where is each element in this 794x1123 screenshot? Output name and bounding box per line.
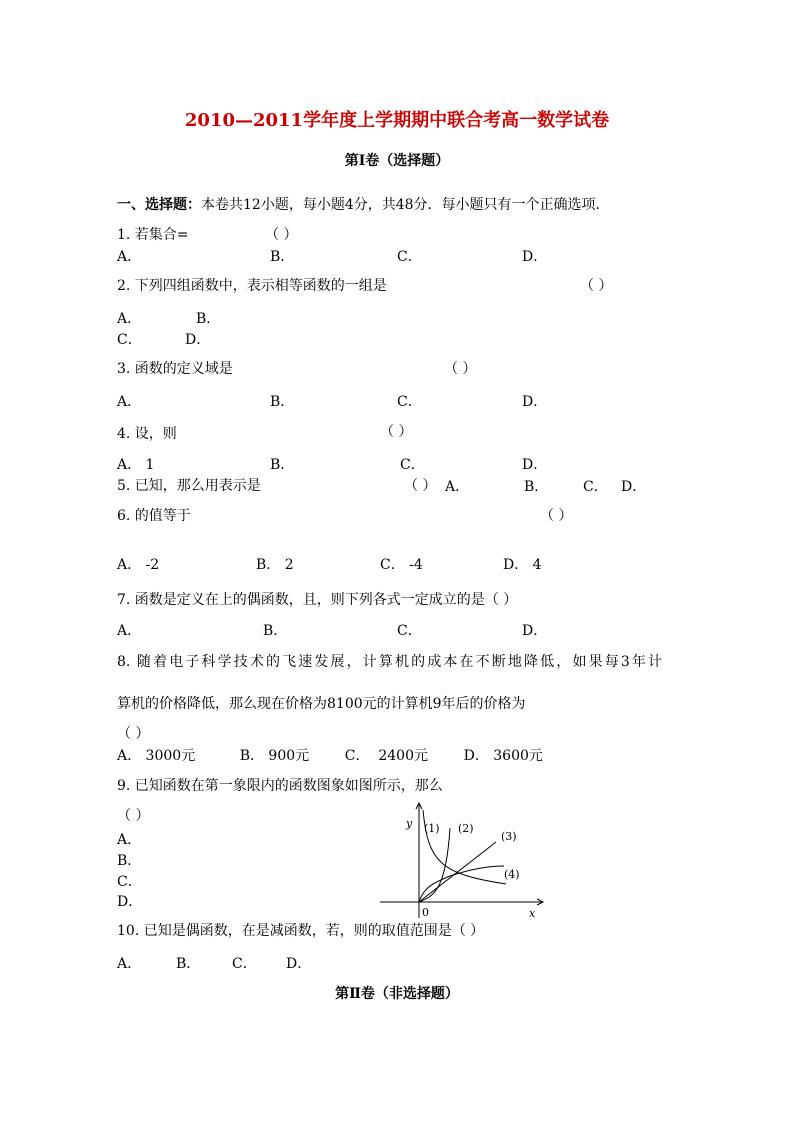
q2-option-a: A． [117, 311, 142, 327]
q2-option-c: C． [117, 332, 142, 348]
q4-option-a: A． 1 [117, 457, 155, 473]
instruction-label: 一、选择题： [117, 197, 201, 213]
q6-option-a: A． -2 [117, 557, 160, 573]
exam-title: 2010—2011学年度上学期期中联合考高一数学试卷 [184, 110, 610, 131]
q5-option-c: C． [583, 479, 608, 495]
curve-2-label: (2) [458, 822, 474, 835]
instruction-text: 本卷共12小题，每小题4分，共48分．每小题只有一个正确选项． [201, 197, 610, 213]
q1-option-b: B． [270, 249, 295, 265]
axis-y-label: y [406, 817, 413, 830]
q7-option-c: C． [397, 623, 422, 639]
q6-answer-paren: （ ） [540, 508, 573, 524]
instruction [117, 196, 610, 214]
q5-option-b: B． [524, 479, 549, 495]
q9-option-d: D． [117, 894, 143, 910]
q9-stem: 9. 已知函数在第一象限内的函数图象如图所示，那么 [117, 778, 443, 794]
curve-3-label: (3) [501, 830, 517, 843]
q6-option-b: B． 2 [256, 557, 294, 573]
q8-stem-line1: 8. 随着电子科学技术的飞速发展，计算机的成本在不断地降低，如果每3年计 [117, 654, 662, 670]
q1-option-d: D． [522, 249, 548, 265]
q1-answer-paren: （ ） [265, 227, 298, 243]
q10-option-a: A． [117, 956, 142, 972]
q9-function-graph [378, 800, 548, 922]
q4-option-b: B． [270, 457, 295, 473]
q2-option-d: D． [185, 332, 211, 348]
q4-option-c: C． [400, 457, 425, 473]
q9-answer-paren: （ ） [117, 808, 150, 824]
q7-option-a: A． [117, 623, 142, 639]
q10-option-b: B． [176, 956, 201, 972]
curve-2 [419, 828, 450, 902]
q10-stem: 10. 已知是偶函数，在是减函数，若，则的取值范围是（ ） [117, 923, 485, 939]
origin-label: 0 [422, 906, 429, 919]
q3-answer-paren: （ ） [444, 361, 477, 377]
q1-option-a: A． [117, 249, 142, 265]
q10-option-c: C． [232, 956, 257, 972]
q3-option-c: C． [397, 394, 422, 410]
q4-stem: 4. 设，则 [117, 426, 177, 442]
q3-stem: 3. 函数的定义域是 [117, 361, 233, 377]
curve-1-label: (1) [424, 822, 440, 835]
q1-option-c: C． [397, 249, 422, 265]
section-1-title: 第Ⅰ卷（选择题） [344, 153, 450, 169]
q3-option-a: A． [117, 394, 142, 410]
q2-answer-paren: （ ） [580, 278, 613, 294]
q9-option-c: C． [117, 874, 142, 890]
curve-4 [419, 866, 504, 902]
q2-stem: 2. 下列四组函数中，表示相等函数的一组是 [117, 278, 387, 294]
q6-option-d: D． 4 [503, 557, 542, 573]
q5-option-d: D． [621, 479, 647, 495]
section-2-title: 第Ⅱ卷（非选择题） [335, 986, 459, 1002]
q1-stem: 1. 若集合= [117, 227, 189, 243]
axis-x-label: x [529, 907, 536, 920]
q6-stem: 6. 的值等于 [117, 508, 191, 524]
q8-answer-paren: （ ） [117, 726, 150, 742]
q9-option-a: A． [117, 832, 142, 848]
q7-option-d: D． [522, 623, 548, 639]
q9-option-b: B． [117, 853, 142, 869]
q3-option-d: D． [522, 394, 548, 410]
q6-option-c: C． -4 [380, 557, 423, 573]
q5-answer-paren: （ ） [404, 478, 437, 494]
q8-stem-line2: 算机的价格降低，那么现在价格为8100元的计算机9年后的价格为 [117, 696, 526, 712]
q8-options: A． 3000元 B． 900元 C． 2400元 D． 3600元 [117, 748, 543, 764]
q10-option-d: D． [286, 956, 312, 972]
q3-option-b: B． [270, 394, 295, 410]
q4-answer-paren: （ ） [380, 424, 413, 440]
q4-option-d: D． [522, 457, 548, 473]
q5-option-a: A． [445, 479, 470, 495]
curve-4-label: (4) [504, 868, 520, 881]
q5-stem: 5. 已知，那么用表示是 [117, 478, 261, 494]
curve-3 [419, 842, 496, 902]
q7-stem: 7. 函数是定义在上的偶函数，且，则下列各式一定成立的是（ ） [117, 592, 518, 608]
q2-option-b: B． [196, 311, 221, 327]
q7-option-b: B． [263, 623, 288, 639]
